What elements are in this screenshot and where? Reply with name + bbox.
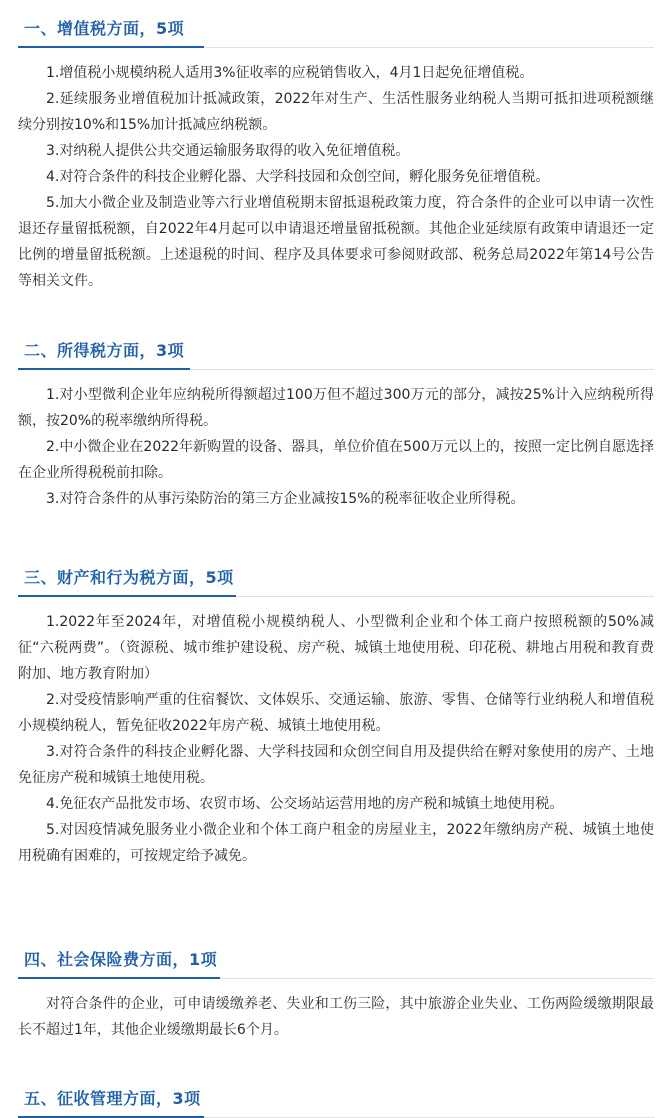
paragraph: 2.延续服务业增值税加计抵减政策，2022年对生产、生活性服务业纳税人当期可抵扣进项税额继续分别按10%和15%加计抵减应纳税额。 [18, 91, 654, 133]
paragraph: 4.免征农产品批发市场、农贸市场、公交场站运营用地的房产税和城镇土地使用税。 [46, 796, 564, 812]
paragraph: 3.对纳税人提供公共交通运输服务取得的收入免征增值税。 [46, 143, 410, 159]
paragraph: 1.2022年至2024年，对增值税小规模纳税人、小型微利企业和个体工商户按照税额的50%减征“六税两费”。（资源税、城市维护建设税、房产税、城镇土地使用税、印花税、耕地占用税和教育费附加、地方教育附加） [18, 614, 654, 682]
paragraph: 1.增值税小规模纳税人适用3%征收率的应税销售收入，4月1日起免征增值税。 [46, 65, 534, 81]
section-title-underline [18, 977, 220, 979]
section-vat [0, 0, 672, 313]
section-header [18, 922, 654, 979]
section-title: 四、社会保险费方面，1项 [24, 950, 218, 969]
section-header [18, 0, 654, 48]
section-body [18, 979, 654, 1061]
section-header [18, 1061, 654, 1118]
paragraph: 4.对符合条件的科技企业孵化器、大学科技园和众创空间，孵化服务免征增值税。 [46, 169, 550, 185]
section-property-behavior-tax [0, 540, 672, 922]
section-income-tax [0, 313, 672, 540]
section-body [18, 597, 654, 922]
paragraph: 3.对符合条件的科技企业孵化器、大学科技园和众创空间自用及提供给在孵对象使用的房产、土地免征房产税和城镇土地使用税。 [18, 744, 654, 786]
paragraph: 3.对符合条件的从事污染防治的第三方企业减按15%的税率征收企业所得税。 [46, 491, 525, 507]
paragraph: 5.加大小微企业及制造业等六行业增值税期末留抵退税政策力度，符合条件的企业可以申请一次性退还存量留抵税额，自2022年4月起可以申请退还增量留抵税额。其他企业延续原有政策申请退还一定比例的增量留抵税额。上述退税的时间、程序及具体要求可参阅财政部、税务总局2022年第14号公告等相关文件。 [18, 195, 654, 289]
section-header [18, 313, 654, 370]
section-title: 三、财产和行为税方面，5项 [24, 568, 234, 587]
section-title-underline [18, 46, 204, 48]
section-title-underline [18, 595, 236, 597]
section-body [18, 370, 654, 540]
section-title: 二、所得税方面，3项 [24, 341, 185, 360]
section-title-underline [18, 368, 190, 370]
section-header [18, 540, 654, 597]
section-collection-management [0, 1061, 672, 1118]
section-body [18, 48, 654, 313]
paragraph: 对符合条件的企业，可申请缓缴养老、失业和工伤三险，其中旅游企业失业、工伤两险缓缴期限最长不超过1年，其他企业缓缴期最长6个月。 [18, 996, 654, 1038]
section-social-insurance [0, 922, 672, 1061]
paragraph: 2.中小微企业在2022年新购置的设备、器具，单位价值在500万元以上的，按照一定比例自愿选择在企业所得税税前扣除。 [18, 439, 654, 481]
section-title: 五、征收管理方面，3项 [24, 1089, 201, 1108]
paragraph: 2.对受疫情影响严重的住宿餐饮、文体娱乐、交通运输、旅游、零售、仓储等行业纳税人和增值税小规模纳税人，暂免征收2022年房产税、城镇土地使用税。 [18, 692, 654, 734]
paragraph: 1.对小型微利企业年应纳税所得额超过100万但不超过300万元的部分，减按25%计入应纳税所得额，按20%的税率缴纳所得税。 [18, 387, 654, 429]
section-title: 一、增值税方面，5项 [24, 19, 185, 38]
paragraph: 5.对因疫情减免服务业小微企业和个体工商户租金的房屋业主，2022年缴纳房产税、城镇土地使用税确有困难的，可按规定给予减免。 [18, 822, 654, 864]
